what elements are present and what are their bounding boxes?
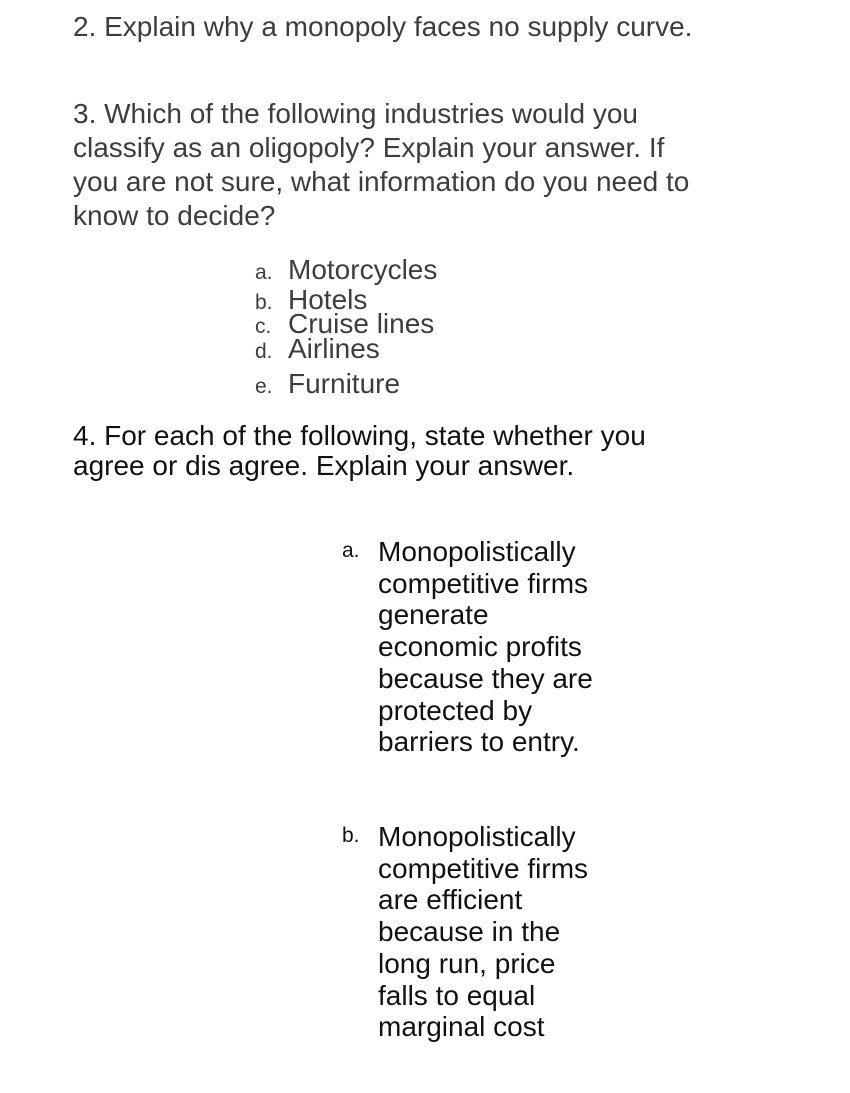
list-item-label: Monopolistically competitive firms are efficient because in the long run, price falls to equal marginal cost [378,821,589,1043]
list-item [255,368,400,400]
list-marker: b. [342,824,360,847]
list-item-label: Motorcycles [288,254,438,285]
list-marker: a. [255,261,273,284]
list-marker: d. [255,340,273,363]
list-item [255,254,437,286]
question-4-text: 4. For each of the following, state whether you agree or dis agree. Explain your answer. [73,420,646,481]
list-item [255,333,380,365]
list-item-label: Monopolistically competitive firms generate economic profits because they are protected by barriers to entry. [378,536,593,758]
question-2-text: 2. Explain why a monopoly faces no supply curve. [73,11,693,42]
list-marker: a. [342,539,360,562]
list-marker: c. [255,315,272,338]
list-item-label: Furniture [288,368,401,399]
list-item-label: Cruise lines [288,308,435,339]
list-marker: e. [255,375,273,398]
question-3-text: 3. Which of the following industries would you classify as an oligopoly? Explain your answer. If you are not sure, what information do you need to know to decide? [73,98,690,231]
list-item-label: Hotels [288,284,368,315]
question-3-options-list [255,0,655,420]
list-item-label: Airlines [288,333,380,364]
list-marker: b. [255,291,273,314]
